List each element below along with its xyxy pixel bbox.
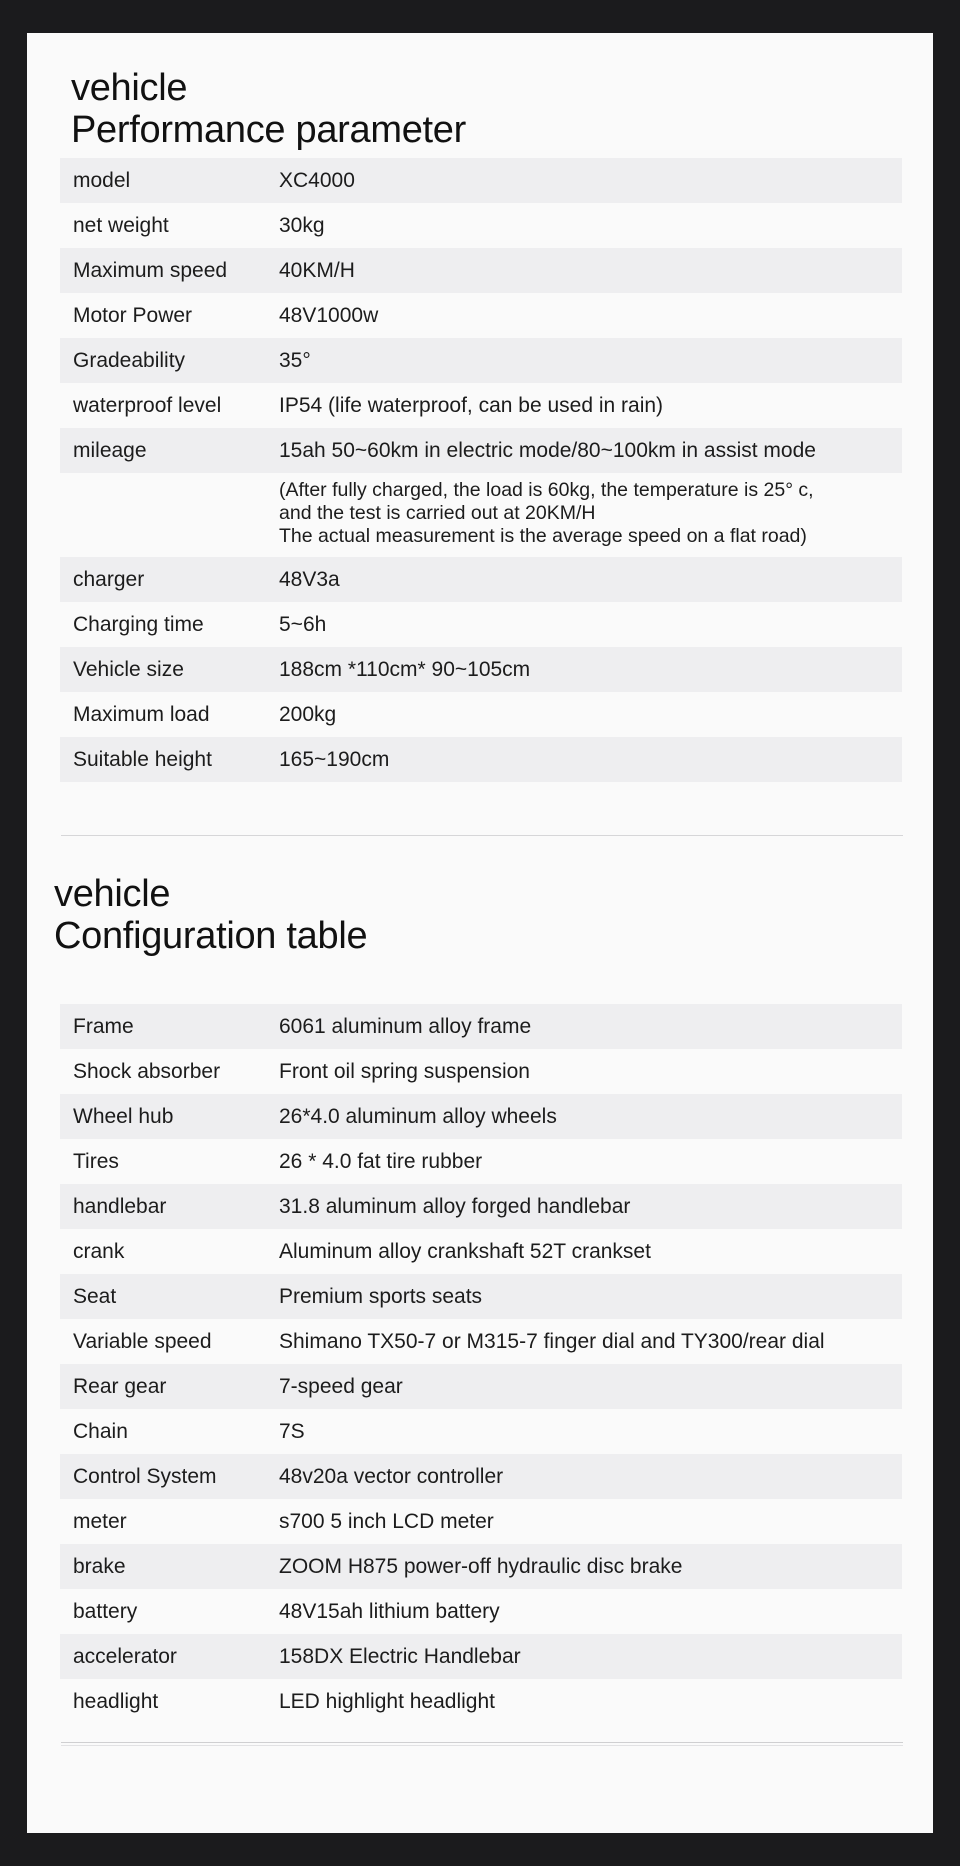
- row-label: handlebar: [73, 1194, 167, 1218]
- row-label: meter: [73, 1509, 127, 1533]
- performance-title-line2: Performance parameter: [71, 109, 466, 151]
- table-row: [60, 1004, 902, 1049]
- row-value: 6061 aluminum alloy frame: [279, 1014, 532, 1038]
- table-row: [60, 1679, 902, 1724]
- table-row: [60, 1274, 902, 1319]
- row-label: Maximum load: [73, 702, 210, 726]
- mileage-note-line2: and the test is carried out at 20KM/H: [279, 502, 596, 524]
- performance-title: [71, 67, 466, 151]
- table-row: [60, 248, 902, 293]
- row-label: Suitable height: [73, 747, 212, 771]
- table-row: [60, 338, 902, 383]
- row-label: Chain: [73, 1419, 128, 1443]
- table-row: [60, 1094, 902, 1139]
- table-row: [60, 1139, 902, 1184]
- table-row: [60, 1454, 902, 1499]
- configuration-title-line2: Configuration table: [54, 915, 368, 957]
- row-value: 165~190cm: [279, 747, 390, 771]
- row-value: 48V15ah lithium battery: [279, 1599, 500, 1623]
- table-row: [60, 692, 902, 737]
- row-label: waterproof level: [73, 393, 222, 417]
- row-value: s700 5 inch LCD meter: [279, 1509, 494, 1533]
- row-value: 30kg: [279, 213, 325, 237]
- table-row: [60, 737, 902, 782]
- row-label: battery: [73, 1599, 138, 1623]
- configuration-title-line1: vehicle: [54, 873, 171, 915]
- row-value: Premium sports seats: [279, 1284, 483, 1308]
- row-label: Control System: [73, 1464, 217, 1488]
- row-value: LED highlight headlight: [279, 1689, 495, 1713]
- row-label: crank: [73, 1239, 125, 1263]
- table-row: [60, 1364, 902, 1409]
- table-row: [60, 1184, 902, 1229]
- table-row: [60, 428, 902, 473]
- mileage-note-line1: (After fully charged, the load is 60kg, the temperature is 25° c,: [279, 479, 814, 501]
- table-row: [60, 1634, 902, 1679]
- table-row: [60, 1319, 902, 1364]
- row-label: Shock absorber: [73, 1059, 221, 1083]
- row-value: 7S: [279, 1419, 305, 1443]
- bottom-divider: [61, 1742, 903, 1743]
- performance-table: [60, 158, 902, 782]
- row-value: 48V1000w: [279, 303, 379, 327]
- row-label: Vehicle size: [73, 657, 184, 681]
- table-row: [60, 158, 902, 203]
- row-label: Motor Power: [73, 303, 193, 327]
- row-value: Front oil spring suspension: [279, 1059, 530, 1083]
- table-row: [60, 1229, 902, 1274]
- table-row: [60, 602, 902, 647]
- row-value: ZOOM H875 power-off hydraulic disc brake: [279, 1554, 683, 1578]
- table-row: [60, 1589, 902, 1634]
- row-label: model: [73, 168, 131, 192]
- row-value: Shimano TX50-7 or M315-7 finger dial and TY300/rear dial: [279, 1329, 825, 1353]
- table-row: [60, 293, 902, 338]
- row-label: net weight: [73, 213, 169, 237]
- row-value: 7-speed gear: [279, 1374, 403, 1398]
- performance-title-line1: vehicle: [71, 67, 188, 109]
- row-label: Wheel hub: [73, 1104, 174, 1128]
- row-value: 200kg: [279, 702, 337, 726]
- row-value: 188cm *110cm* 90~105cm: [279, 657, 531, 681]
- table-row: [60, 1409, 902, 1454]
- bottom-divider-shadow: [61, 1745, 903, 1746]
- row-label: brake: [73, 1554, 126, 1578]
- row-value: 35°: [279, 348, 311, 372]
- row-label: Seat: [73, 1284, 117, 1308]
- row-label: charger: [73, 567, 145, 591]
- row-label: accelerator: [73, 1644, 177, 1668]
- row-value: 48V3a: [279, 567, 340, 591]
- row-label: Rear gear: [73, 1374, 167, 1398]
- table-row: [60, 557, 902, 602]
- row-value: 31.8 aluminum alloy forged handlebar: [279, 1194, 631, 1218]
- row-label: Maximum speed: [73, 258, 228, 282]
- row-value: 26*4.0 aluminum alloy wheels: [279, 1104, 557, 1128]
- table-row: [60, 647, 902, 692]
- configuration-table: [60, 1004, 902, 1724]
- row-label: Tires: [73, 1149, 119, 1173]
- row-label: headlight: [73, 1689, 159, 1713]
- configuration-title: [54, 873, 367, 957]
- row-label: Gradeability: [73, 348, 186, 372]
- row-value: 26 * 4.0 fat tire rubber: [279, 1149, 483, 1173]
- table-row: [60, 383, 902, 428]
- section-divider: [61, 835, 903, 836]
- row-value: Aluminum alloy crankshaft 52T crankset: [279, 1239, 651, 1263]
- table-row: [60, 1499, 902, 1544]
- row-value: 158DX Electric Handlebar: [279, 1644, 521, 1668]
- row-label: Charging time: [73, 612, 204, 636]
- row-value: IP54 (life waterproof, can be used in rain): [279, 393, 664, 417]
- row-value: 5~6h: [279, 612, 327, 636]
- table-row: [60, 1049, 902, 1094]
- row-value: XC4000: [279, 168, 355, 192]
- mileage-note-line3: The actual measurement is the average speed on a flat road): [279, 525, 807, 547]
- table-row: [60, 1544, 902, 1589]
- row-value: 48v20a vector controller: [279, 1464, 504, 1488]
- mileage-note-row: [60, 473, 902, 557]
- spec-sheet: [27, 33, 933, 1833]
- row-value: 40KM/H: [279, 258, 355, 282]
- row-label: Variable speed: [73, 1329, 212, 1353]
- mileage-note: [279, 473, 902, 548]
- row-label: mileage: [73, 438, 147, 462]
- table-row: [60, 203, 902, 248]
- row-value: 15ah 50~60km in electric mode/80~100km in assist mode: [279, 438, 816, 462]
- row-label: Frame: [73, 1014, 134, 1038]
